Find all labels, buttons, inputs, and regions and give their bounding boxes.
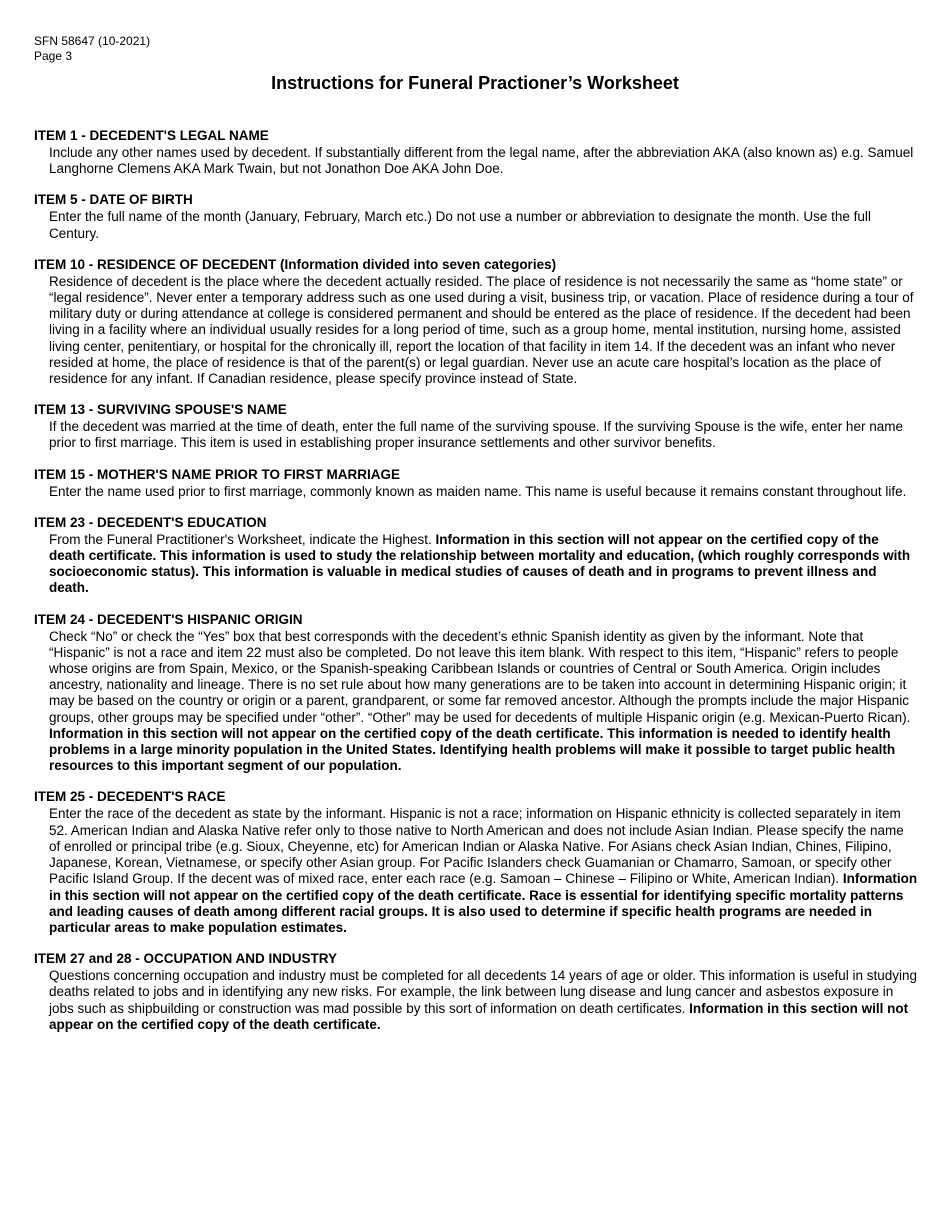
- item-heading: ITEM 5 - DATE OF BIRTH: [34, 192, 193, 208]
- item-body: [49, 209, 918, 241]
- item-text: Enter the race of the decedent as state by the informant. Hispanic is not a race; information on Hispanic ethnicity is collected separately in item 52. American Indian and Alaska Native refer only to those native to North American and does not include Asian Indian. Please specify the name of enrolled or principal tribe (e.g. Sioux, Cheyenne, etc) for American Indian or Alaska Native. For Asians check Asian Indian, Chines, Filipino, Japanese, Korean, Vietnamese, or specify other Asian group. For Pacific Islanders check Guamanian or Chamarro, Samoan, or specify other Pacific Island Group. If the decent was of mixed race, enter each race (e.g. Samoan – Chinese – Filipino or White, American Indian).: [49, 806, 904, 887]
- item-text: Enter the name used prior to first marriage, commonly known as maiden name. This name is useful because it remains constant throughout life.: [49, 483, 907, 499]
- item-text: From the Funeral Practitioner's Worksheet, indicate the Highest.: [49, 531, 436, 547]
- item-heading: ITEM 23 - DECEDENT'S EDUCATION: [34, 514, 267, 530]
- item-body: [49, 274, 918, 387]
- form-id: SFN 58647 (10-2021): [34, 34, 151, 48]
- item-body: [49, 419, 918, 451]
- item-text: Check “No” or check the “Yes” box that best corresponds with the decedent’s ethnic Spanish identity as given by the informant. Note that “Hispanic” is not a race and item 22 must also be completed. Do not leave this item blank. With respect to this item, “Hispanic” refers to people whose origins are from Spain, Mexico, or the Spanish-speaking Caribbean Islands or countries of Central or South America. Origin includes ancestry, nationality and lineage. There is no set rule about how many generations are to be taken into account in determining Hispanic origin; it may be based on the country or origin or a parent, grandparent, or some far removed ancestor. Although the prompts include the major Hispanic groups, other groups may be specified under “other”. “Other” may be used for decedents of multiple Hispanic origin (e.g. Mexican-Puerto Rican).: [49, 628, 911, 725]
- item-bold-note: Information in this section will not appear on the certified copy of the death certificate.: [49, 1000, 909, 1032]
- item-heading: ITEM 15 - MOTHER'S NAME PRIOR TO FIRST MARRIAGE: [34, 466, 400, 482]
- item-heading: ITEM 27 and 28 - OCCUPATION AND INDUSTRY: [34, 951, 338, 967]
- item-heading: ITEM 10 - RESIDENCE OF DECEDENT (Information divided into seven categories): [34, 256, 557, 272]
- page-number: Page 3: [34, 49, 73, 63]
- item-body: [49, 968, 918, 1033]
- item-heading: ITEM 24 - DECEDENT'S HISPANIC ORIGIN: [34, 611, 303, 627]
- item-bold-note: Information in this section will not appear on the certified copy of the death certificate. This information is used to study the relationship between mortality and education, (which roughly corresponds with socioeconomic status). This information is valuable in medical studies of causes of death and in programs to prevent illness and death.: [49, 531, 911, 596]
- item-15-mothers-name: [34, 467, 918, 500]
- item-text: If the decedent was married at the time of death, enter the full name of the surviving spouse. If the surviving Spouse is the wife, enter her name prior to first marriage. This item is used in establishing proper insurance settlements and other survivor benefits.: [49, 419, 903, 451]
- item-bold-note: Information in this section will not appear on the certified copy of the death certificate. This information is needed to identify health problems in a large minority population in the United States. Identifying health problems will make it possible to target public health resources to this important segment of our population.: [49, 725, 896, 774]
- item-27-28-occupation-industry: [34, 951, 918, 1033]
- page-title: Instructions for Funeral Practioner’s Worksheet: [271, 73, 679, 93]
- item-body: [49, 532, 918, 597]
- item-text: Include any other names used by decedent. If substantially different from the legal name, after the abbreviation AKA (also known as) e.g. Samuel Langhorne Clemens AKA Mark Twain, but not Jonathon Doe AKA John Doe.: [49, 145, 914, 177]
- item-body: [49, 806, 918, 936]
- item-heading: ITEM 13 - SURVIVING SPOUSE'S NAME: [34, 402, 287, 418]
- item-24-hispanic-origin: [34, 612, 918, 775]
- item-bold-note: Information in this section will not appear on the certified copy of the death certificate. Race is essential for identifying specific mortality patterns and leading causes of death among different racial groups. It is also used to determine if specific health programs are needed in particular areas to make population estimates.: [49, 871, 918, 935]
- instructions-list: [34, 128, 918, 1048]
- item-13-surviving-spouse: [34, 402, 918, 451]
- form-header: [34, 34, 150, 64]
- item-text: Residence of decedent is the place where the decedent actually resided. The place of residence is not necessarily the same as “home state” or “legal residence”. Never enter a temporary address such as one used during a visit, business trip, or vacation. Place of residence during a tour of military duty or during attendance at college is considered permanent and should be entered as the place of residence. If the decedent had been living in a facility where an individual usually resides for a long period of time, such as a group home, mental institution, nursing home, assisted living center, penitentiary, or hospital for the chronically ill, report the location of that facility in item 14. If the decedent was an infant who never resided at home, the place of residence is that of the parent(s) or legal guardian. Never use an acute care hospital’s location as the place of residence for any infant. If Canadian residence, please specify province instead of State.: [49, 273, 914, 387]
- item-23-education: [34, 515, 918, 597]
- item-5-date-of-birth: [34, 192, 918, 241]
- item-body: [49, 145, 918, 177]
- item-text: Questions concerning occupation and industry must be completed for all decedents 14 years of age or older. This information is useful in studying deaths related to jobs and in identifying any new risks. For example, the link between lung disease and lung cancer and asbestos exposure in jobs such as shipbuilding or construction was mad possible by this sort of information on death certificates.: [49, 968, 917, 1016]
- item-body: [49, 484, 918, 500]
- item-body: [49, 629, 918, 775]
- item-1-legal-name: [34, 128, 918, 177]
- item-25-race: [34, 789, 918, 936]
- item-10-residence: [34, 257, 918, 387]
- item-heading: ITEM 1 - DECEDENT'S LEGAL NAME: [34, 128, 269, 143]
- item-text: Enter the full name of the month (January, February, March etc.) Do not use a number or abbreviation to designate the month. Use the full Century.: [49, 209, 871, 241]
- item-heading: ITEM 25 - DECEDENT'S RACE: [34, 789, 226, 805]
